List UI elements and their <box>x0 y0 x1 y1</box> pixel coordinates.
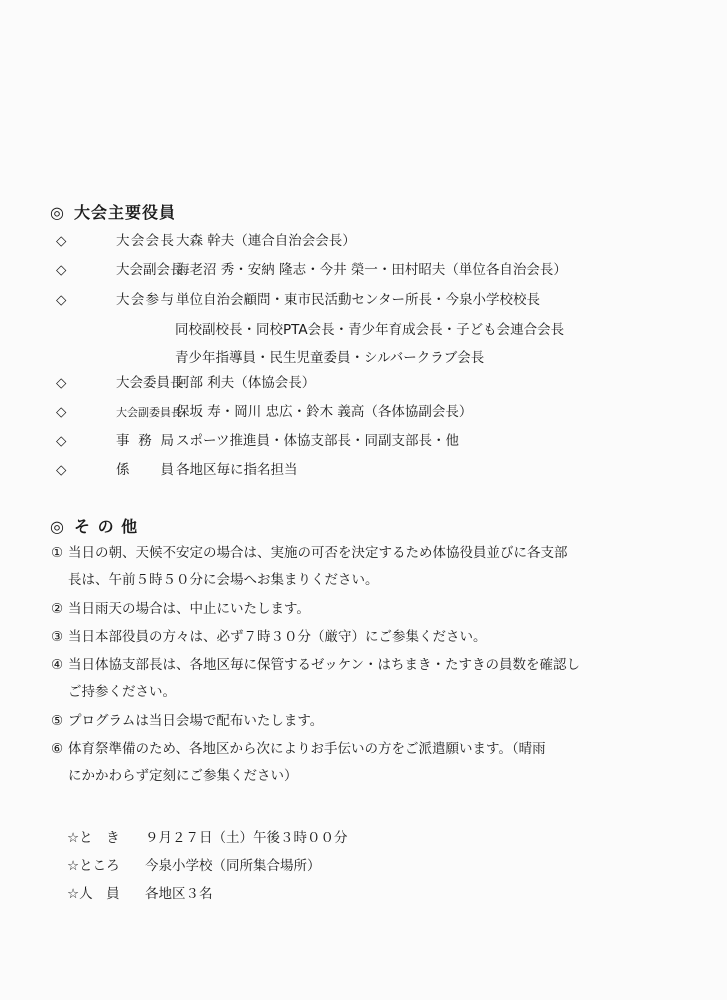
schedule-row-time <box>67 826 348 846</box>
role-desc: 阿部 利夫（体協会長） <box>176 375 316 391</box>
official-row-vice-chair <box>56 261 567 279</box>
diamond-bullet-icon: ◇ <box>56 433 67 449</box>
diamond-bullet-icon: ◇ <box>56 462 67 478</box>
double-circle-icon: ◎ <box>50 203 65 222</box>
role-desc: 海老沼 秀・安納 隆志・今井 榮一・田村昭夫（単位各自治会長） <box>176 262 567 278</box>
note-number: ① <box>51 545 64 561</box>
role-label: 事務局 <box>116 433 174 449</box>
note-line: 長は、午前５時５０分に会場へお集まりください。 <box>68 571 379 588</box>
diamond-bullet-icon: ◇ <box>56 292 67 308</box>
note-item-6 <box>51 736 651 789</box>
note-item-3 <box>51 624 651 651</box>
role-label: 係員 <box>116 462 174 478</box>
schedule-value: 各地区３名 <box>145 886 213 902</box>
diamond-bullet-icon: ◇ <box>56 262 67 278</box>
role-desc: 大森 幹夫（連合自治会会長） <box>176 233 356 249</box>
double-circle-icon: ◎ <box>50 517 65 536</box>
note-line: 体育祭準備のため、各地区から次によりお手伝いの方をご派遣願います。（晴雨 <box>68 741 546 757</box>
note-line: にかかわらず定刻にご参集ください） <box>68 767 298 784</box>
role-desc: 各地区毎に指名担当 <box>176 462 298 478</box>
note-line: 当日雨天の場合は、中止にいたします。 <box>68 601 310 617</box>
role-label: 大会会長 <box>116 233 174 249</box>
advisors-continuation-line: 青少年指導員・民生児童委員・シルバークラブ会長 <box>175 350 485 366</box>
schedule-label: ☆人 員 <box>67 886 120 902</box>
schedule-label: ☆ところ <box>67 858 120 874</box>
official-row-vice-committee-chair <box>56 403 472 422</box>
role-label: 大会参与 <box>116 292 174 308</box>
note-number: ③ <box>51 629 64 645</box>
schedule-label: ☆と き <box>67 830 120 846</box>
role-desc: 単位自治会顧問・東市民活動センター所長・今泉小学校校長 <box>176 292 540 308</box>
role-desc: スポーツ推進員・体協支部長・同副支部長・他 <box>176 433 459 449</box>
note-item-2 <box>51 596 651 623</box>
diamond-bullet-icon: ◇ <box>56 375 67 391</box>
official-row-advisors <box>56 291 540 309</box>
note-item-5 <box>51 708 651 735</box>
official-row-committee-chair <box>56 374 315 392</box>
official-row-staff <box>56 461 298 479</box>
note-number: ② <box>51 601 64 617</box>
advisors-continuation-line: 同校副校長・同校PTA会長・青少年育成会長・子ども会連合会長 <box>175 322 565 338</box>
role-desc: 保坂 寿・岡川 忠広・鈴木 義高（各体協副会長） <box>176 404 473 420</box>
other-section-title <box>50 514 138 537</box>
officials-section-title <box>50 200 176 223</box>
bleed-through-text <box>92 140 652 168</box>
note-number: ④ <box>51 657 64 673</box>
schedule-row-place <box>67 854 321 874</box>
schedule-value: ９月２７日（土）午後３時００分 <box>145 830 348 846</box>
diamond-bullet-icon: ◇ <box>56 233 67 249</box>
note-number: ⑤ <box>51 713 64 729</box>
diamond-bullet-icon: ◇ <box>56 404 67 420</box>
official-row-chair <box>56 232 356 250</box>
official-row-secretariat <box>56 432 459 450</box>
role-label: 大会委員長 <box>116 375 184 391</box>
note-line: 当日体協支部長は、各地区毎に保管するゼッケン・はちまき・たすきの員数を確認し <box>68 657 581 673</box>
role-label: 大会副会長 <box>116 262 184 278</box>
schedule-value: 今泉小学校（同所集合場所） <box>145 858 321 874</box>
note-number: ⑥ <box>51 741 64 757</box>
role-label: 大会副委員長 <box>116 406 182 419</box>
note-line: 当日本部役員の方々は、必ず７時３０分（厳守）にご参集ください。 <box>68 629 487 645</box>
note-line: プログラムは当日会場で配布いたします。 <box>68 713 324 729</box>
note-line: ご持参ください。 <box>68 683 176 700</box>
other-title-text: そ の 他 <box>74 517 139 536</box>
note-item-4 <box>51 652 651 705</box>
schedule-row-staff <box>67 882 213 902</box>
officials-title-text: 大会主要役員 <box>74 203 177 222</box>
note-item-1 <box>51 540 651 593</box>
note-line: 当日の朝、天候不安定の場合は、実施の可否を決定するため体協役員並びに各支部 <box>68 545 568 561</box>
